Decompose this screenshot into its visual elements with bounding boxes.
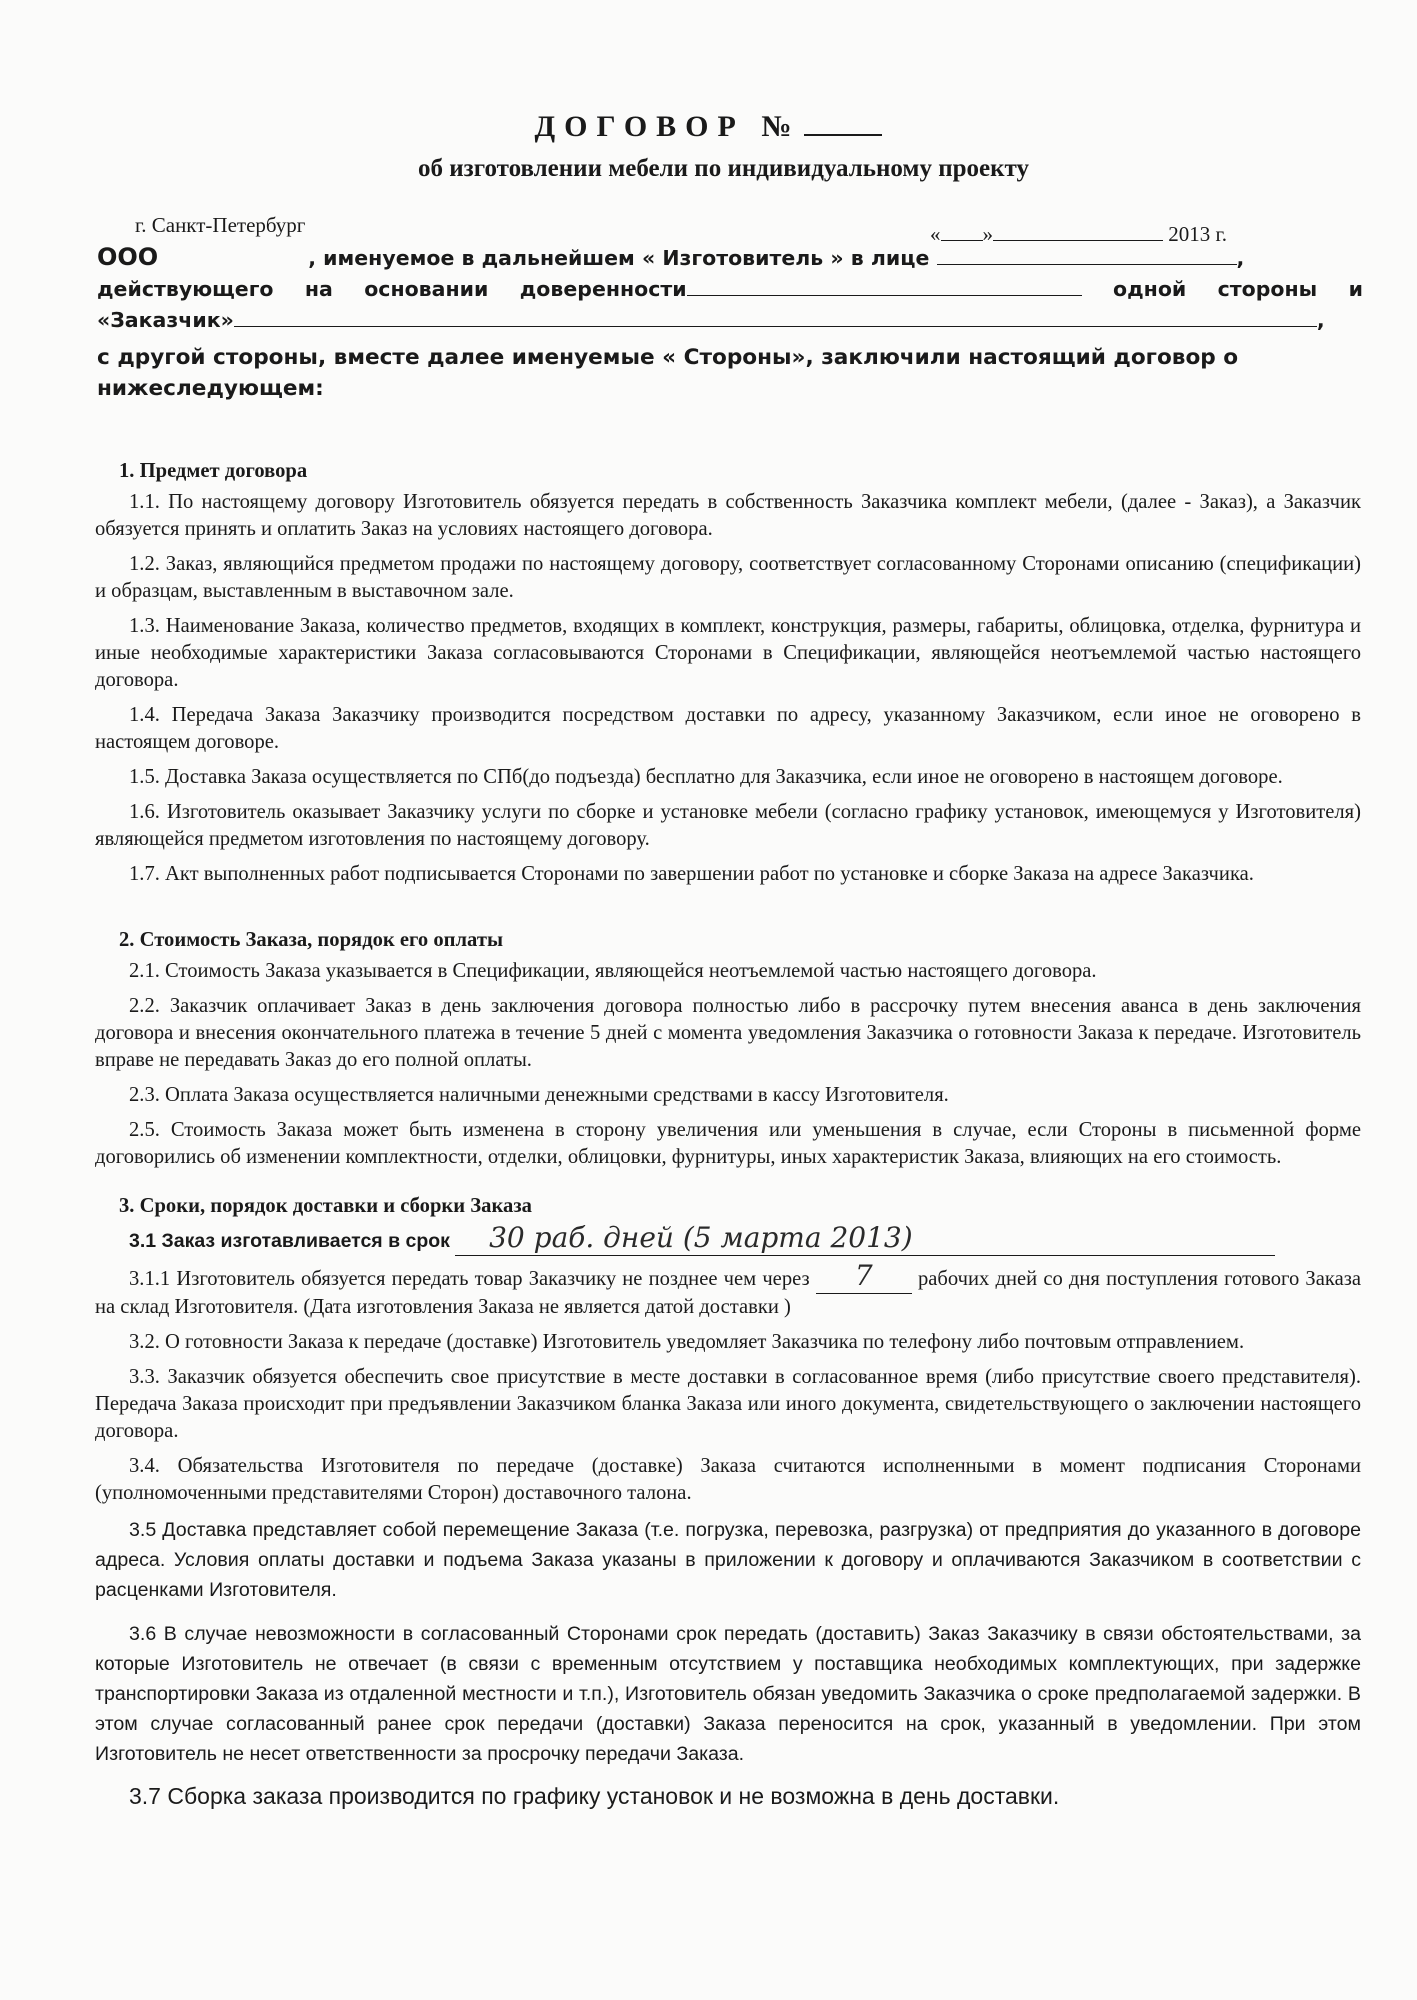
word-side: стороны [1217, 277, 1318, 301]
clause-3-1-1 [95, 1259, 1361, 1321]
date-year: 2013 г. [1168, 222, 1227, 246]
contract-number-blank [804, 110, 882, 136]
word-and: и [1348, 277, 1363, 301]
section-3 [95, 1193, 1361, 1818]
intro-line-2 [97, 274, 1363, 305]
clause-3-5: 3.5 Доставка представляет собой перемещение Заказа (т.е. погрузка, перевозка, разгрузка) от предприятия до указанного в договоре адреса. Условия оплаты доставки и подъема Заказа указаны в приложении к договору и оплачиваются Заказчиком в соответствии с расценками Изготовителя. [95, 1519, 1361, 1601]
comma-1: , [1236, 246, 1245, 270]
date-quote-open: « [930, 222, 941, 246]
document-title [0, 110, 1417, 144]
city: г. Санкт-Петербург [135, 213, 306, 237]
clause-3-4: 3.4. Обязательства Изготовителя по передаче (доставке) Заказа считаются исполненными в момент подписания Сторонами (уполномоченными представителями Сторон) доставочного талона. [95, 1455, 1361, 1504]
company-prefix: ООО [97, 243, 159, 271]
date-month-blank [993, 222, 1163, 241]
clause-3-1-1-a: 3.1.1 Изготовитель обязуется передать товар Заказчику не позднее чем через [129, 1268, 810, 1290]
comma-2: , [1316, 308, 1325, 332]
intro-text-below: нижеследующем: [97, 376, 324, 401]
word-one: одной [1113, 277, 1187, 301]
customer-name-blank [234, 306, 1317, 327]
clause-2-5: 2.5. Стоимость Заказа может быть изменена в сторону увеличения или уменьшения в случае, если Стороны в письменной форме договорились об изменении комплектности, отделки, облицовки, фурнитуры, иных характеристик Заказа, влияющих на его стоимость. [95, 1119, 1361, 1168]
date-day-blank [941, 222, 983, 241]
intro-line-3 [97, 305, 1363, 336]
clause-1-7: 1.7. Акт выполненных работ подписывается Сторонами по завершении работ по установке и сборке Заказа на адресе Заказчика. [129, 863, 1254, 885]
clause-3-1 [95, 1221, 1361, 1256]
word-power-of-attorney: доверенности [519, 277, 687, 301]
days-handwritten: 7 [854, 1259, 873, 1292]
clause-3-3: 3.3. Заказчик обязуется обеспечить свое присутствие в месте доставки в согласованное время (либо присутствие своего представителя). Передача Заказа происходит при предъявлении Заказчиком бланка Заказа или иного документа, свидетельствующего о заключении настоящего договора. [95, 1366, 1361, 1442]
intro-line-1 [97, 242, 1363, 274]
clause-1-5: 1.5. Доставка Заказа осуществляется по СПб(до подъезда) бесплатно для Заказчика, если иное не оговорено в настоящем договоре. [129, 766, 1283, 788]
clause-2-3: 2.3. Оплата Заказа осуществляется наличными денежными средствами в кассу Изготовителя. [129, 1084, 949, 1106]
intro-line-5 [97, 373, 1363, 404]
clause-3-1-label: 3.1 Заказ изготавливается в срок [129, 1230, 450, 1252]
word-basis: основании [364, 277, 489, 301]
section-1 [95, 458, 1361, 896]
section-1-heading: 1. Предмет договора [119, 460, 308, 482]
attorney-blank [687, 275, 1082, 296]
clause-1-1: 1.1. По настоящему договору Изготовитель обязуется передать в собственность Заказчика комплект мебели, (далее - Заказ), а Заказчик обязуется принять и оплатить Заказ на условиях настоящего договора. [95, 491, 1361, 540]
representative-blank [937, 244, 1237, 265]
intro-block [97, 242, 1363, 404]
section-3-heading: 3. Сроки, порядок доставки и сборки Заказа [119, 1195, 532, 1217]
customer-label: «Заказчик» [97, 308, 234, 332]
clause-2-1: 2.1. Стоимость Заказа указывается в Спецификации, являющейся неотъемлемой частью настоящего договора. [129, 960, 1097, 982]
days-field [816, 1259, 912, 1294]
company-name-blank [158, 245, 308, 265]
clause-1-6: 1.6. Изготовитель оказывает Заказчику услуги по сборке и установке мебели (согласно графику установок, имеющемуся у Изготовителя) являющейся предметом изготовления по настоящему договору. [95, 801, 1361, 850]
document-subtitle: об изготовлении мебели по индивидуальному проекту [418, 155, 1029, 182]
clause-3-7: 3.7 Сборка заказа производится по графику установок и не возможна в день доставки. [129, 1783, 1060, 1809]
term-field [455, 1221, 1275, 1256]
clause-1-4: 1.4. Передача Заказа Заказчику производится посредством доставки по адресу, указанному Заказчиком, если иное не оговорено в настоящем договоре. [95, 704, 1361, 753]
clause-3-6: 3.6 В случае невозможности в согласованный Сторонами срок передать (доставить) Заказ Заказчику в связи обстоятельствами, за которые Изготовитель не отвечает (в связи с временным отсутствием у поставщика необходимых комплектующих, при задержке транспортировки Заказа из отдаленной местности и т.п.), Изготовитель обязан уведомить Заказчика о сроке предполагаемой задержки. В этом случае согласованный ранее срок передачи (доставки) Заказа переносится на срок, указанный в уведомлении. При этом Изготовитель не несет ответственности за просрочку передачи Заказа. [95, 1623, 1361, 1765]
intro-line-4 [97, 342, 1363, 373]
date-quote-close: » [982, 222, 993, 246]
clause-3-2: 3.2. О готовности Заказа к передаче (доставке) Изготовитель уведомляет Заказчика по телефону либо почтовым отправлением. [129, 1331, 1245, 1353]
intro-text-parties: с другой стороны, вместе далее именуемые « Стороны», заключили настоящий договор о [97, 345, 1239, 370]
clause-3-1-1-b: рабочих дней со дня поступления готового Заказа на склад Изготовителя. (Дата изготовления Заказа не является датой доставки ) [95, 1268, 1361, 1318]
word-acting: действующего [97, 277, 274, 301]
term-handwritten: 30 раб. дней (5 марта 2013) [489, 1221, 913, 1254]
section-2 [95, 927, 1361, 1179]
word-on: на [304, 277, 333, 301]
clause-1-3: 1.3. Наименование Заказа, количество предметов, входящих в комплект, конструкция, размеры, габариты, облицовка, отделка, фурнитура и иные необходимые характеристики Заказа согласовываются Сторонами в Спецификации, являющейся неотъемлемой частью настоящего договора. [95, 615, 1361, 691]
section-2-heading: 2. Стоимость Заказа, порядок его оплаты [119, 929, 504, 951]
clause-1-2: 1.2. Заказ, являющийся предметом продажи по настоящему договору, соответствует согласованному Сторонами описанию (спецификации) и образцам, выставленным в выставочном зале. [95, 553, 1361, 602]
clause-2-2: 2.2. Заказчик оплачивает Заказ в день заключения договора полностью либо в рассрочку путем внесения аванса в день заключения договора и внесения окончательного платежа в течение 5 дней с момента уведомления Заказчика о готовности Заказа к передаче. Изготовитель вправе не передавать Заказ до его полной оплаты. [95, 995, 1361, 1071]
intro-text-1: , именуемое в дальнейшем « Изготовитель » в лице [308, 246, 930, 270]
title-text: ДОГОВОР № [534, 110, 801, 143]
